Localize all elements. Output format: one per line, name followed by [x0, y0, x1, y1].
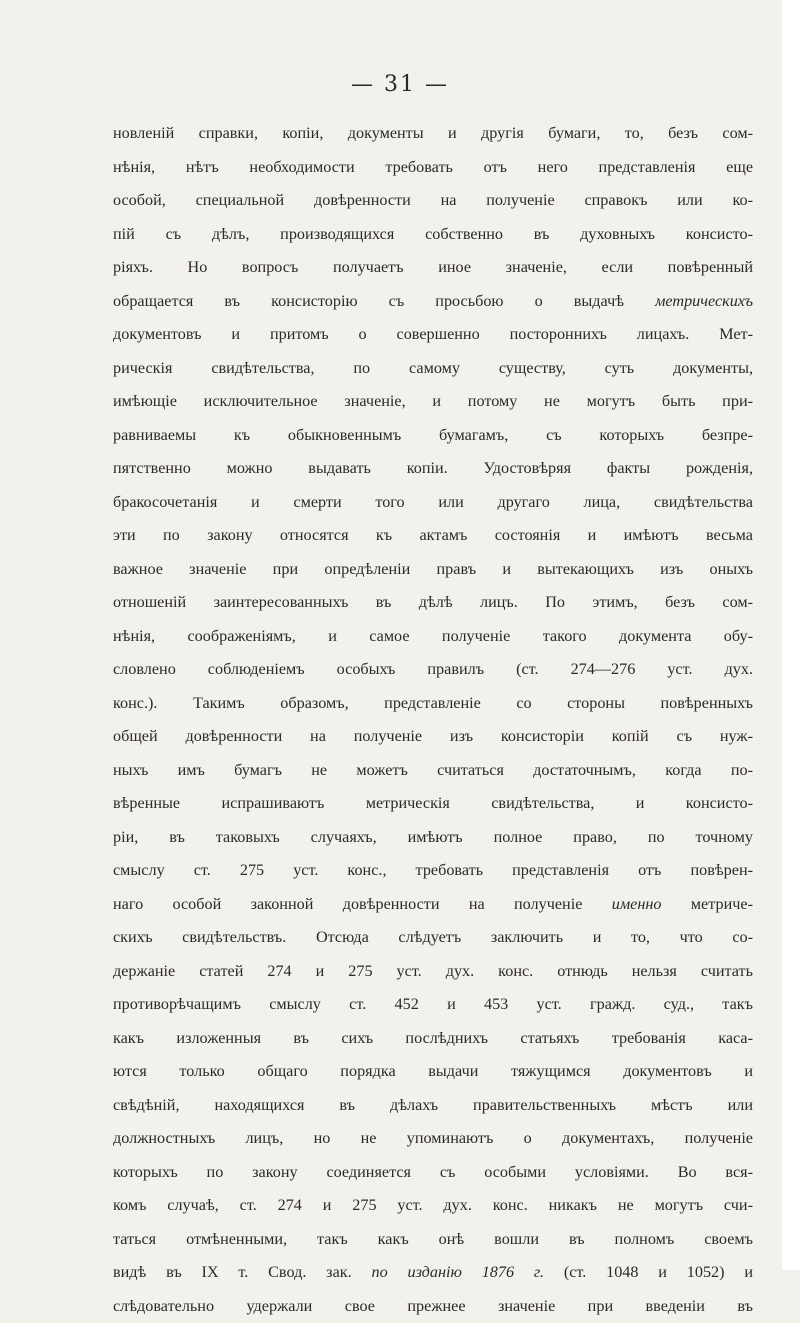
text-run: видѣ въ IX т. Свод. зак. — [113, 1263, 371, 1281]
text-line: словлено соблюденіемъ особыхъ правилъ (ст. 274—276 уст. дух. — [113, 653, 753, 687]
text-line: документовъ и притомъ о совершенно постороннихъ лицахъ. Мет- — [113, 318, 753, 352]
text-line: отношеній заинтересованныхъ въ дѣлѣ лицъ. По этимъ, безъ сом- — [113, 586, 753, 620]
text-line: противорѣчащимъ смыслу ст. 452 и 453 уст. гражд. суд., такъ — [113, 988, 753, 1022]
text-line: таться отмѣненными, такъ какъ онѣ вошли въ полномъ своемъ — [113, 1223, 753, 1257]
text-run: метриче- — [661, 895, 753, 913]
text-run: наго особой законной довѣренности на полученіе — [113, 895, 612, 913]
text-line: новленій справки, копіи, документы и другія бумаги, то, безъ сом- — [113, 117, 753, 151]
page-number: — 31 — — [0, 72, 800, 97]
italic-emphasis: именно — [612, 895, 662, 913]
text-line — [113, 1256, 753, 1290]
text-line: скихъ свидѣтельствъ. Отсюда слѣдуетъ заключить и то, что со- — [113, 921, 753, 955]
page-edge — [782, 0, 800, 1270]
text-line: пятственно можно выдавать копіи. Удостовѣряя факты рожденія, — [113, 452, 753, 486]
text-line: равниваемы къ обыкновеннымъ бумагамъ, съ которыхъ безпре- — [113, 419, 753, 453]
text-line: ются только общаго порядка выдачи тяжущимся документовъ и — [113, 1055, 753, 1089]
text-line: важное значеніе при опредѣленіи правъ и вытекающихъ изъ оныхъ — [113, 553, 753, 587]
text-line: нѣнія, нѣтъ необходимости требовать отъ него представленія еще — [113, 151, 753, 185]
text-line: конс.). Такимъ образомъ, представленіе со стороны повѣренныхъ — [113, 687, 753, 721]
text-line: комъ случаѣ, ст. 274 и 275 уст. дух. конс. никакъ не могутъ счи- — [113, 1189, 753, 1223]
body-text — [113, 117, 753, 1323]
text-line: пій съ дѣлъ, производящихся собственно въ духовныхъ консисто- — [113, 218, 753, 252]
text-line — [113, 285, 753, 319]
text-line: ріяхъ. Но вопросъ получаетъ иное значеніе, если повѣренный — [113, 251, 753, 285]
text-line: какъ изложенныя въ сихъ послѣднихъ статьяхъ требованія каса- — [113, 1022, 753, 1056]
text-line: которыхъ по закону соединяется съ особыми условіями. Во вся- — [113, 1156, 753, 1190]
text-line: бракосочетанія и смерти того или другаго лица, свидѣтельства — [113, 486, 753, 520]
text-line: должностныхъ лицъ, но не упоминаютъ о документахъ, полученіе — [113, 1122, 753, 1156]
text-line: вѣренные испрашиваютъ метрическія свидѣтельства, и консисто- — [113, 787, 753, 821]
text-run: обращается въ консисторію съ просьбою о выдачѣ — [113, 292, 655, 310]
text-line: смыслу ст. 275 уст. конс., требовать представленія отъ повѣрен- — [113, 854, 753, 888]
text-line — [113, 888, 753, 922]
text-line: ріи, въ таковыхъ случаяхъ, имѣютъ полное право, по точному — [113, 821, 753, 855]
text-line: ныхъ имъ бумагъ не можетъ считаться достаточнымъ, когда по- — [113, 754, 753, 788]
text-line: общей довѣренности на полученіе изъ консисторіи копій съ нуж- — [113, 720, 753, 754]
text-line: держаніе статей 274 и 275 уст. дух. конс. отнюдь нельзя считать — [113, 955, 753, 989]
text-line: эти по закону относятся къ актамъ состоянія и имѣютъ весьма — [113, 519, 753, 553]
italic-emphasis: по изданію 1876 г. — [371, 1263, 544, 1281]
italic-emphasis: метрическихъ — [655, 292, 753, 310]
text-line: свѣдѣній, находящихся въ дѣлахъ правительственныхъ мѣстъ или — [113, 1089, 753, 1123]
text-line: рическія свидѣтельства, по самому существу, суть документы, — [113, 352, 753, 386]
text-line: имѣющіе исключительное значеніе, и потому не могутъ быть при- — [113, 385, 753, 419]
text-line: нѣнія, соображеніямъ, и самое полученіе такого документа обу- — [113, 620, 753, 654]
text-line: слѣдовательно удержали свое прежнее значеніе при введеніи въ — [113, 1290, 753, 1323]
text-run: (ст. 1048 и 1052) и — [544, 1263, 753, 1281]
text-line: особой, специальной довѣренности на полученіе справокъ или ко- — [113, 184, 753, 218]
